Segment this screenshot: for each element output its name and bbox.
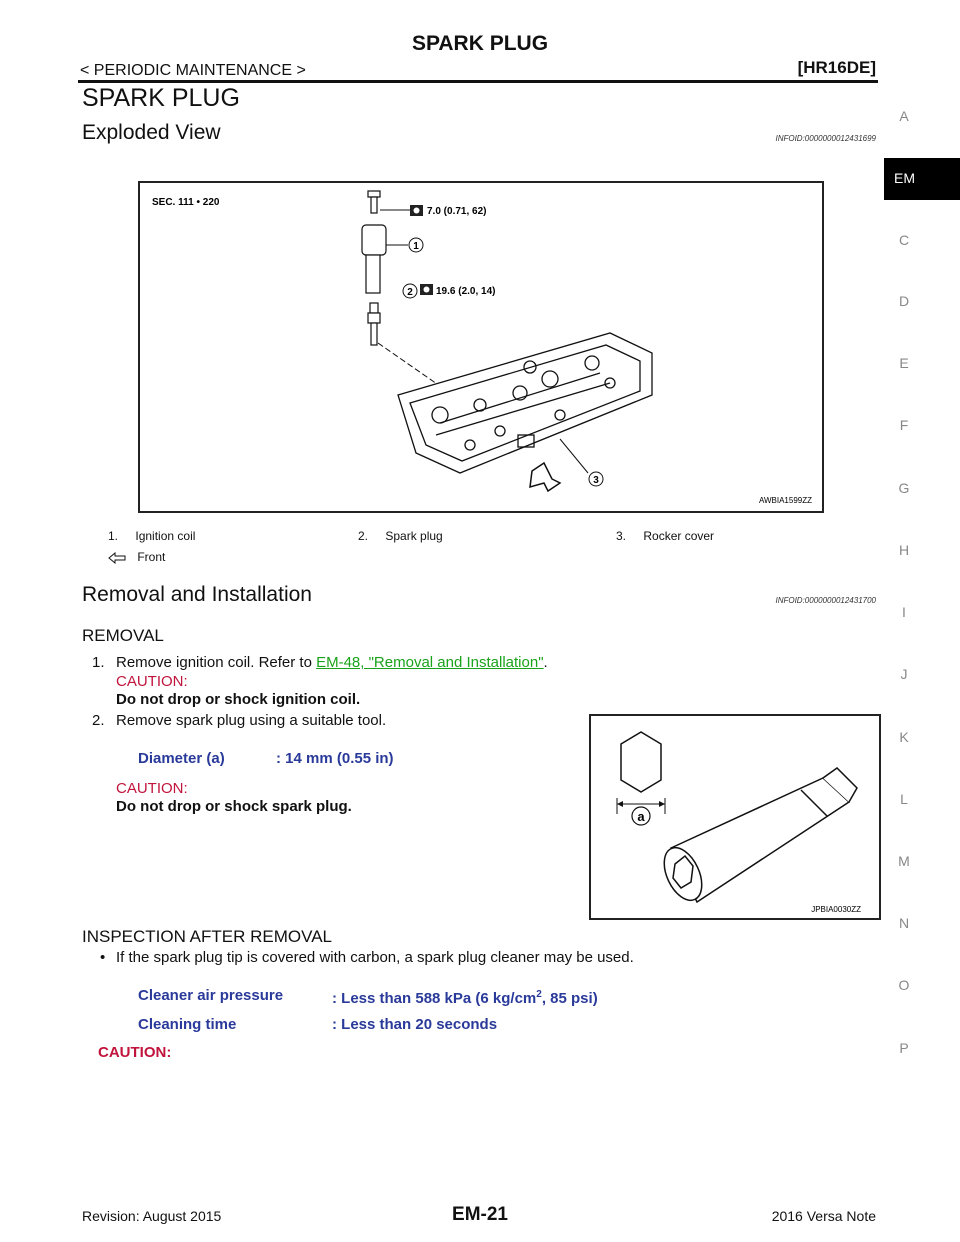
legend-item-1 [108, 529, 195, 543]
socket-figure [589, 714, 881, 920]
pressure-label: Cleaner air pressure [138, 987, 284, 1004]
step-1-end: . [543, 654, 548, 671]
torque-icon [420, 284, 433, 295]
tab-em-active[interactable] [884, 158, 960, 200]
front-arrow-icon [108, 552, 126, 564]
engine-code: [HR16DE] [797, 58, 876, 77]
cleaning-time-label: Cleaning time [138, 1016, 237, 1033]
pressure-superscript: 2 [536, 989, 542, 1000]
diameter-value: : 14 mm (0.55 in) [276, 750, 394, 767]
inspection-subheading: INSPECTION AFTER REMOVAL [82, 927, 333, 946]
section-heading: SPARK PLUG [82, 84, 240, 112]
tab-g[interactable]: G [898, 480, 910, 496]
cleaning-time-value: : Less than 20 seconds [332, 1016, 498, 1033]
bolt-drawing [368, 191, 380, 213]
diameter-label: Diameter (a) [138, 750, 225, 767]
caution-label: CAUTION: [116, 673, 188, 690]
step-1-caution: Do not drop or shock ignition coil. [116, 691, 361, 708]
pressure-value-end: , 85 psi) [541, 990, 598, 1007]
figure-id: JPBIA0030ZZ [811, 905, 861, 914]
exploded-view-drawing [140, 183, 822, 511]
torque-icon [410, 205, 423, 216]
front-arrow-icon [530, 463, 560, 491]
footer-revision: Revision: August 2015 [82, 1208, 222, 1224]
ignition-coil-drawing [362, 225, 386, 293]
tab-e[interactable]: E [899, 355, 909, 371]
tab-i[interactable]: I [902, 604, 906, 620]
legend-num: 3. [616, 529, 627, 543]
removal-subheading: REMOVAL [82, 626, 164, 645]
exploded-infoid: INFOID:0000000012431699 [775, 134, 876, 143]
tab-j[interactable]: J [900, 666, 908, 682]
exploded-view-heading: Exploded View [82, 121, 221, 144]
tab-em-label: EM [894, 170, 915, 186]
legend-num: 1. [108, 529, 119, 543]
hex-nut-drawing [621, 732, 661, 792]
callout-3: 3 [593, 475, 599, 486]
rocker-cover-drawing [398, 333, 652, 473]
step-2-text: Remove spark plug using a suitable tool. [116, 712, 387, 729]
torque-value-2: 19.6 (2.0, 14) [436, 286, 496, 297]
socket-drawing [591, 716, 879, 918]
legend-text: Rocker cover [643, 529, 715, 543]
inspection-text: If the spark plug tip is covered with carbon, a spark plug cleaner may be used. [116, 949, 634, 966]
tab-n[interactable]: N [898, 915, 910, 931]
step-1 [116, 654, 548, 671]
footer-model: 2016 Versa Note [771, 1208, 876, 1224]
em-48-link[interactable]: EM-48, "Removal and Installation" [316, 654, 544, 671]
caution-label: CAUTION: [116, 780, 188, 797]
torque-value-1: 7.0 (0.71, 62) [427, 206, 487, 217]
tab-o[interactable]: O [898, 977, 910, 993]
tab-m[interactable]: M [898, 853, 910, 869]
header-rule [78, 80, 878, 83]
dimension-label-a: a [637, 809, 645, 824]
removal-infoid: INFOID:0000000012431700 [775, 596, 876, 605]
pressure-value [332, 989, 598, 1007]
callout-2: 2 [407, 287, 413, 298]
step-2-number: 2. [92, 712, 105, 729]
tab-l[interactable]: L [900, 791, 908, 807]
socket-tool-drawing [657, 768, 857, 906]
spark-plug-drawing [368, 303, 380, 345]
legend-front [108, 550, 165, 564]
inspection-caution-label: CAUTION: [98, 1044, 172, 1061]
legend-text: Spark plug [385, 529, 443, 543]
step-1-text: Remove ignition coil. Refer to [116, 654, 317, 671]
legend-item-2 [358, 529, 443, 543]
tab-a[interactable]: A [899, 108, 909, 124]
tab-k[interactable]: K [899, 729, 909, 745]
legend-num: 2. [358, 529, 369, 543]
step-1-number: 1. [92, 654, 105, 671]
step-2-caution: Do not drop or shock spark plug. [116, 798, 352, 815]
tab-p[interactable]: P [899, 1040, 909, 1056]
page-title: SPARK PLUG [411, 32, 549, 55]
figure-id: AWBIA1599ZZ [758, 496, 812, 505]
pressure-value-text: : Less than 588 kPa (6 kg/cm [332, 990, 537, 1007]
legend-item-3 [616, 529, 714, 543]
figure-section-label: SEC. 111 • 220 [152, 197, 220, 208]
section-subtitle: < PERIODIC MAINTENANCE > [80, 62, 306, 79]
callout-1: 1 [413, 241, 419, 252]
removal-installation-heading: Removal and Installation [82, 583, 312, 606]
footer-page-number: EM-21 [452, 1204, 508, 1225]
tab-d[interactable]: D [898, 293, 910, 309]
bullet: • [100, 949, 106, 966]
tab-f[interactable]: F [899, 417, 909, 433]
exploded-view-figure [138, 181, 824, 513]
tab-c[interactable]: C [898, 232, 910, 248]
tab-h[interactable]: H [898, 542, 910, 558]
legend-text: Ignition coil [135, 529, 196, 543]
front-label: Front [137, 550, 166, 564]
